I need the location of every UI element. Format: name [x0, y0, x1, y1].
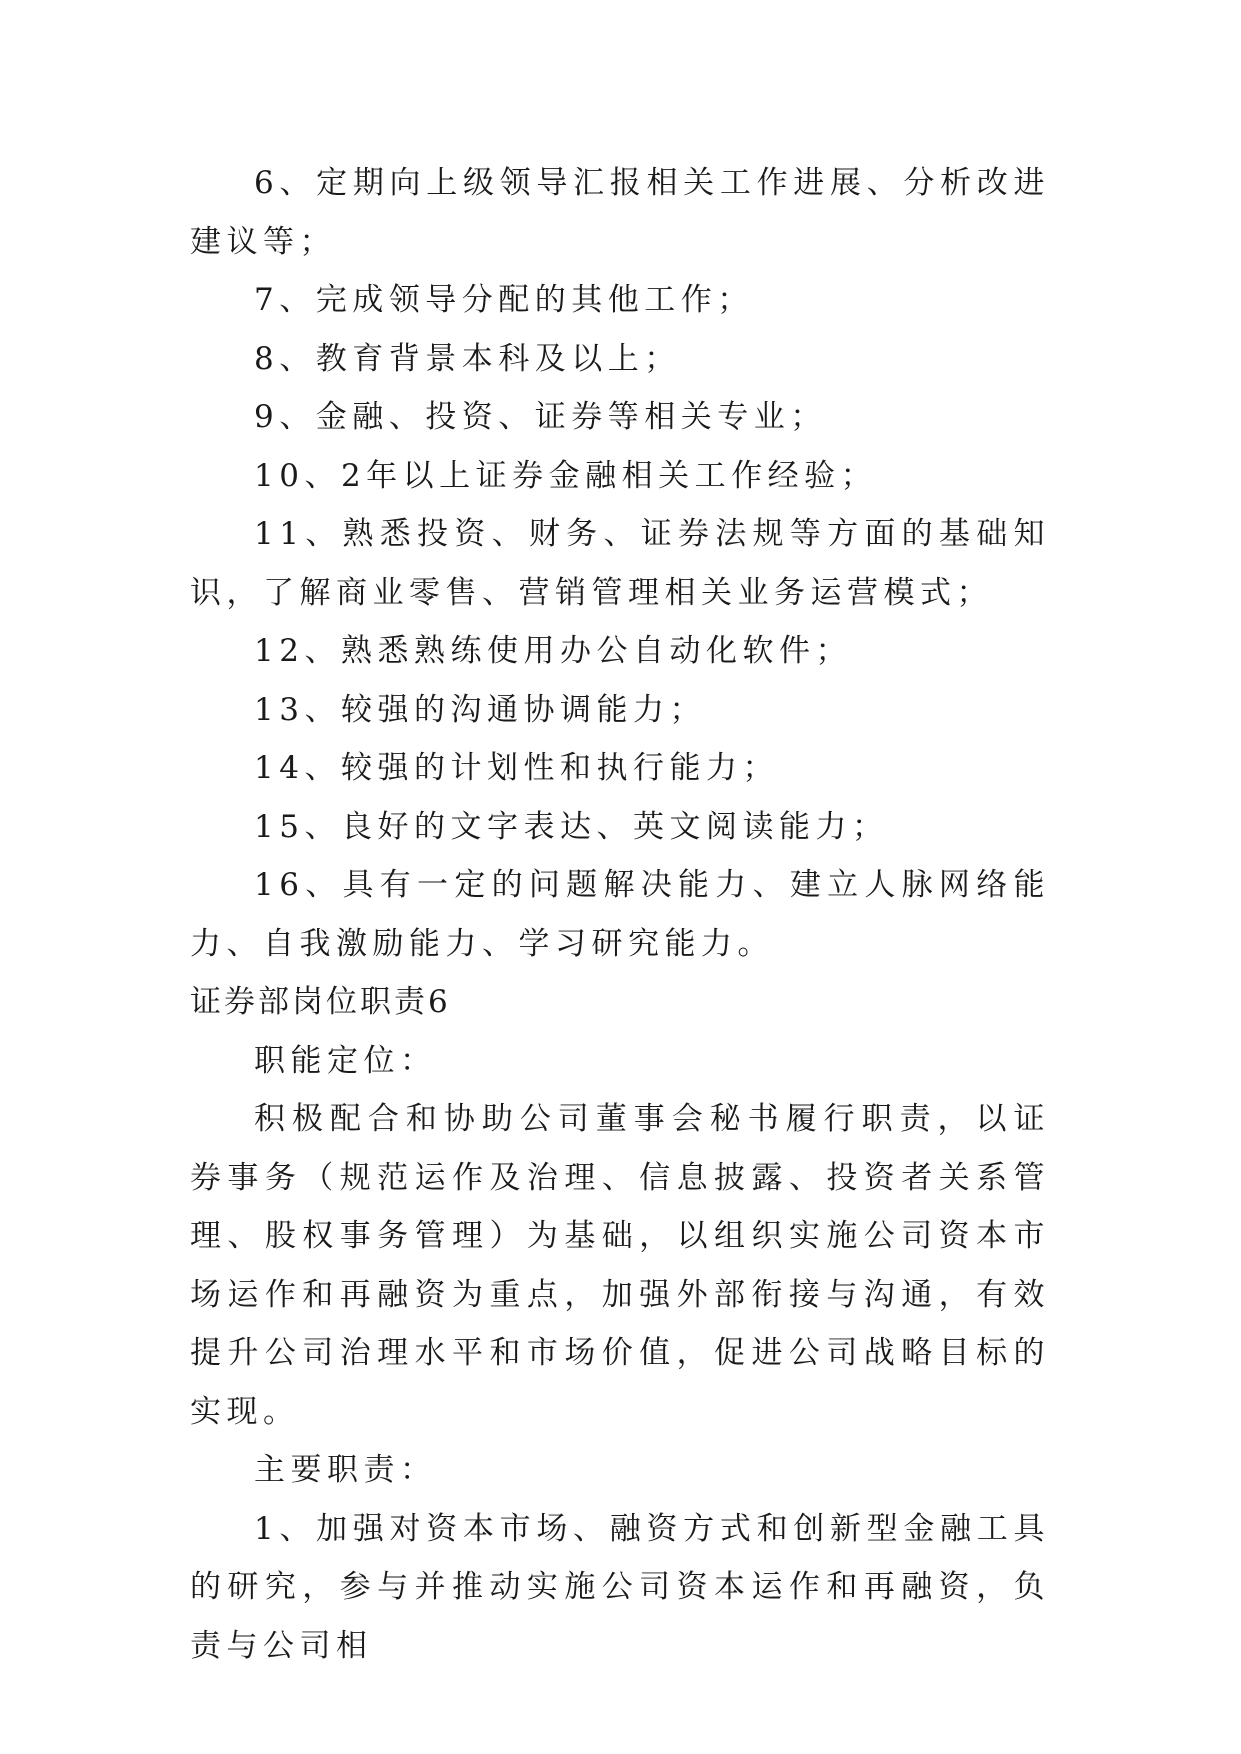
positioning-paragraph: 积极配合和协助公司董事会秘书履行职责，以证券事务（规范运作及治理、信息披露、投资者关系管理、股权事务管理）为基础，以组织实施公司资本市场运作和再融资为重点，加强外部衔接与沟通，有效提升公司治理水平和市场价值，促进公司战略目标的实现。 — [190, 1101, 1050, 1430]
paragraph-item-7: 7、完成领导分配的其他工作； — [254, 282, 754, 318]
paragraph-item-13: 13、较强的沟通协调能力； — [254, 691, 706, 728]
document-body — [190, 154, 1050, 1675]
duties-label: 主要职责： — [254, 1452, 437, 1488]
duty-item-1: 1、加强对资本市场、融资方式和创新型金融工具的研究，参与并推动实施公司资本运作和再融资，负责与公司相 — [190, 1510, 1050, 1664]
paragraph-item-16: 16、具有一定的问题解决能力、建立人脉网络能力、自我激励能力、学习研究能力。 — [190, 867, 1050, 962]
paragraph-item-8: 8、教育背景本科及以上； — [254, 340, 681, 377]
paragraph-item-11: 11、熟悉投资、财务、证券法规等方面的基础知识，了解商业零售、营销管理相关业务运营模式； — [190, 516, 1050, 611]
paragraph-item-9: 9、金融、投资、证券等相关专业； — [254, 399, 827, 435]
paragraph-item-10: 10、2年以上证券金融相关工作经验； — [254, 457, 878, 494]
paragraph-item-12: 12、熟悉熟练使用办公自动化软件； — [254, 633, 852, 669]
paragraph-item-14: 14、较强的计划性和执行能力； — [254, 750, 779, 786]
paragraph-item-6: 6、定期向上级领导汇报相关工作进展、分析改进建议等； — [190, 165, 1050, 260]
positioning-label: 职能定位： — [254, 1042, 437, 1079]
section-heading: 证券部岗位职责6 — [190, 984, 451, 1020]
paragraph-item-15: 15、良好的文字表达、英文阅读能力； — [254, 808, 889, 845]
